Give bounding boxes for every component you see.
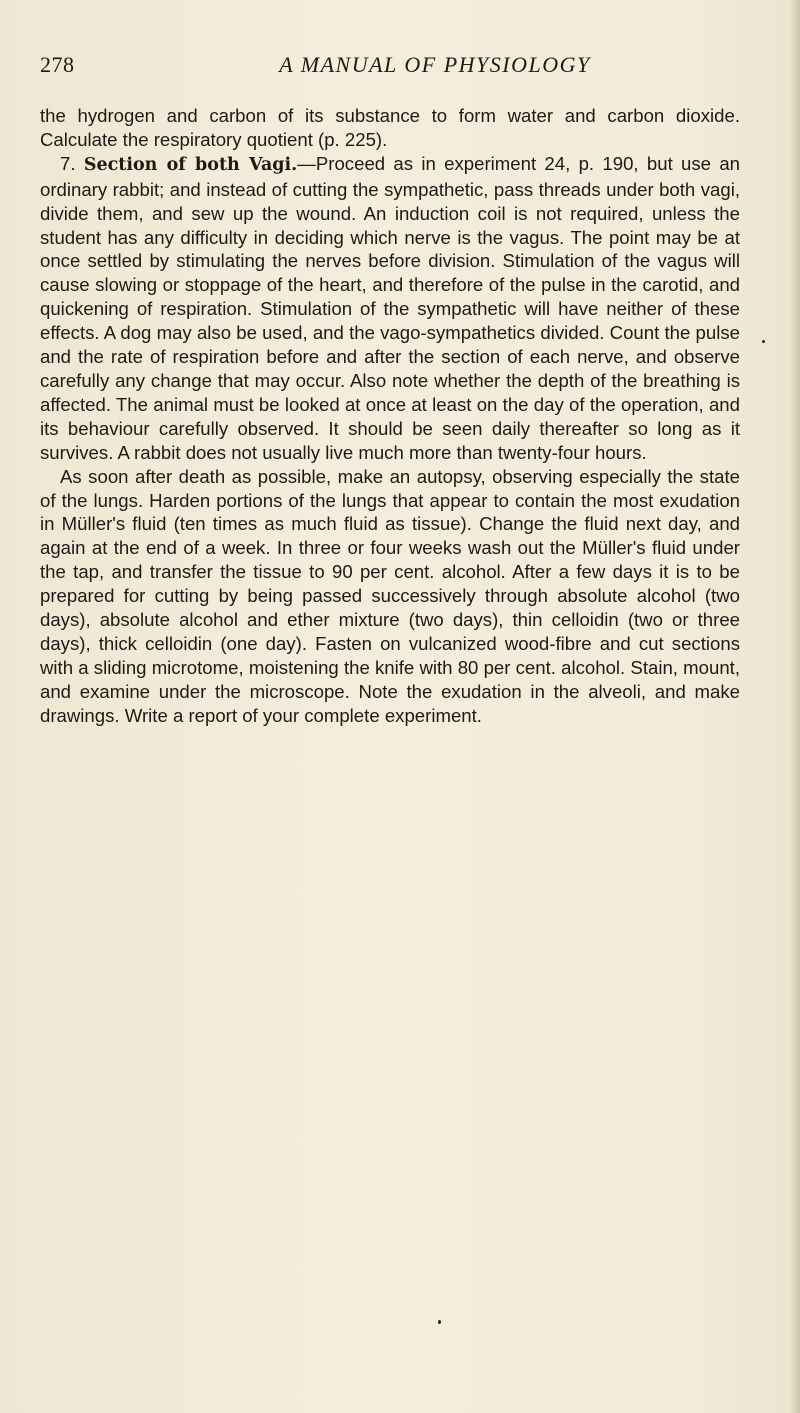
page-number: 278 xyxy=(40,52,75,77)
section-heading: Section of both Vagi. xyxy=(83,154,298,175)
continuation-paragraph xyxy=(40,104,740,152)
running-title: A MANUAL OF PHYSIOLOGY xyxy=(279,52,591,77)
autopsy-paragraph: As soon after death as possible, make an autopsy, observing especially the state of the lungs. Harden portions of the lungs that appear to contain the most exudation in Müller's fluid (ten times as much fluid as tissue). Change the fluid next day, and again at the end of a week. In three or four weeks wash out the Müller's fluid under the tap, and transfer the tissue to 90 per cent. alcohol. After a few days it is to be prepared for cutting by being passed successively through absolute alcohol (two days), absolute alcohol and ether mixture (two days), thin celloidin (two or three days), thick celloidin (one day). Fasten on vulcanized wood-fibre and cut sections with a sliding microtome, moistening the knife with 80 per cent. alcohol. Stain, mount, and examine under the microscope. Note the exudation in the alveoli, and make drawings. Write a report of your complete experiment. xyxy=(40,465,740,726)
section-number: 7. xyxy=(60,152,76,174)
page-edge-shadow xyxy=(790,0,800,1413)
body-text xyxy=(40,104,740,728)
page-speck xyxy=(438,1320,441,1324)
section-paragraph xyxy=(40,152,740,465)
page-header xyxy=(40,52,770,86)
continuation-text: the hydrogen and carbon of its substance to form water and carbon dioxide. Calculate the respiratory quotient (p. 225). xyxy=(40,105,740,150)
section-text: —Proceed as in experiment 24, p. 190, but use an ordinary rabbit; and instead of cutting the sympathetic, pass threads under both vagi, divide them, and sew up the wound. An induction coil is not required, unless the student has any difficulty in deciding which nerve is the vagus. The point may be at once settled by stimulating the nerves before division. Stimulation of the vagus will cause slowing or stoppage of the heart, and therefore of the pulse in the carotid, and quickening of respiration. Stimulation of the sympathetic will have neither of these effects. A dog may also be used, and the vago-sympathetics divided. Count the pulse and the rate of respiration before and after the section of each nerve, and observe carefully any change that may occur. Also note whether the depth of the breathing is affected. The animal must be looked at once at least on the day of the operation, and its behaviour carefully observed. It should be seen daily thereafter so long as it survives. A rabbit does not usually live much more than twenty-four hours. xyxy=(40,152,740,463)
page-speck xyxy=(762,340,765,343)
